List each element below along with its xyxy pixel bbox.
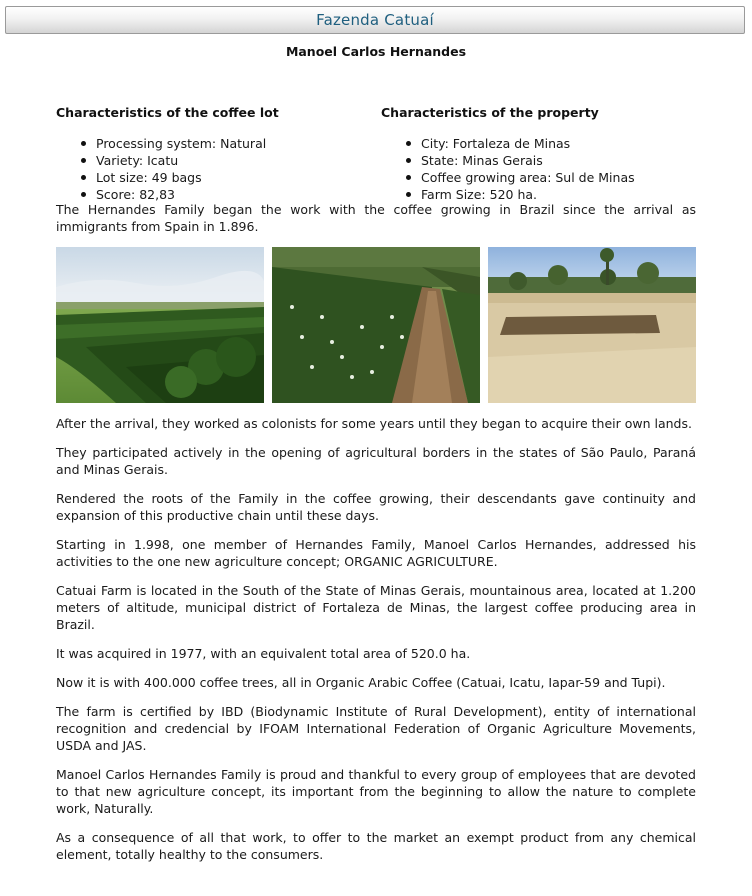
coffee-rows-photo (272, 247, 480, 403)
list-item: Score: 82,83 (96, 186, 376, 203)
photo-strip (56, 247, 696, 403)
paragraph: As a consequence of all that work, to offer to the market an exempt product from any chemical element, totally healthy to the consumers. (56, 830, 696, 862)
paragraph: After the arrival, they worked as colonists for some years until they began to acquire their own lands. (56, 416, 692, 431)
property-list (381, 135, 711, 203)
paragraph: The farm is certified by IBD (Biodynamic Institute of Rural Development), entity of international recognition and credencial by IFOAM International Federation of Organic Agriculture Movements, USDA and JAS. (56, 704, 696, 753)
page-title-bar (5, 6, 745, 34)
list-item: Variety: Icatu (96, 152, 376, 169)
paragraph: They participated actively in the opening of agricultural borders in the states of São Paulo, Paraná and Minas Gerais. (56, 445, 696, 477)
paragraph: Catuai Farm is located in the South of the State of Minas Gerais, mountainous area, located at 1.200 meters of altitude, municipal district of Fortaleza de Minas, the largest coffee producing area in Brazil. (56, 583, 696, 632)
owner-name: Manoel Carlos Hernandes (285, 44, 467, 59)
paragraph: Manoel Carlos Hernandes Family is proud and thankful to every group of employees that are devoted to that new agriculture concept, its important from the beginning to allow the nature to complete work, Naturally. (56, 767, 696, 816)
coffee-lot-list (56, 135, 376, 203)
drying-yard-photo (488, 247, 696, 403)
coffee-lot-section (56, 104, 376, 203)
paragraph: Rendered the roots of the Family in the coffee growing, their descendants gave continuity and expansion of this productive chain until these days. (56, 491, 696, 523)
list-item: Lot size: 49 bags (96, 169, 376, 186)
paragraph: Starting in 1.998, one member of Hernandes Family, Manoel Carlos Hernandes, addressed his activities to the one new agriculture concept; ORGANIC AGRICULTURE. (56, 537, 696, 569)
list-item: Processing system: Natural (96, 135, 376, 152)
paragraph: It was acquired in 1977, with an equivalent total area of 520.0 ha. (56, 646, 471, 661)
paragraph: Now it is with 400.000 coffee trees, all in Organic Arabic Coffee (Catuai, Icatu, Iapar-59 and Tupi). (56, 675, 666, 690)
list-item: Farm Size: 520 ha. (421, 186, 711, 203)
coffee-lot-heading: Characteristics of the coffee lot (56, 105, 279, 120)
property-section (381, 104, 711, 203)
page-title: Fazenda Catuaí (316, 11, 434, 29)
list-item: City: Fortaleza de Minas (421, 135, 711, 152)
list-item: Coffee growing area: Sul de Minas (421, 169, 711, 186)
coffee-field-photo (56, 247, 264, 403)
list-item: State: Minas Gerais (421, 152, 711, 169)
history-text (56, 415, 696, 875)
intro-paragraph: The Hernandes Family began the work with the coffee growing in Brazil since the arrival as immigrants from Spain in 1.896. (56, 202, 696, 234)
property-heading: Characteristics of the property (381, 105, 599, 120)
